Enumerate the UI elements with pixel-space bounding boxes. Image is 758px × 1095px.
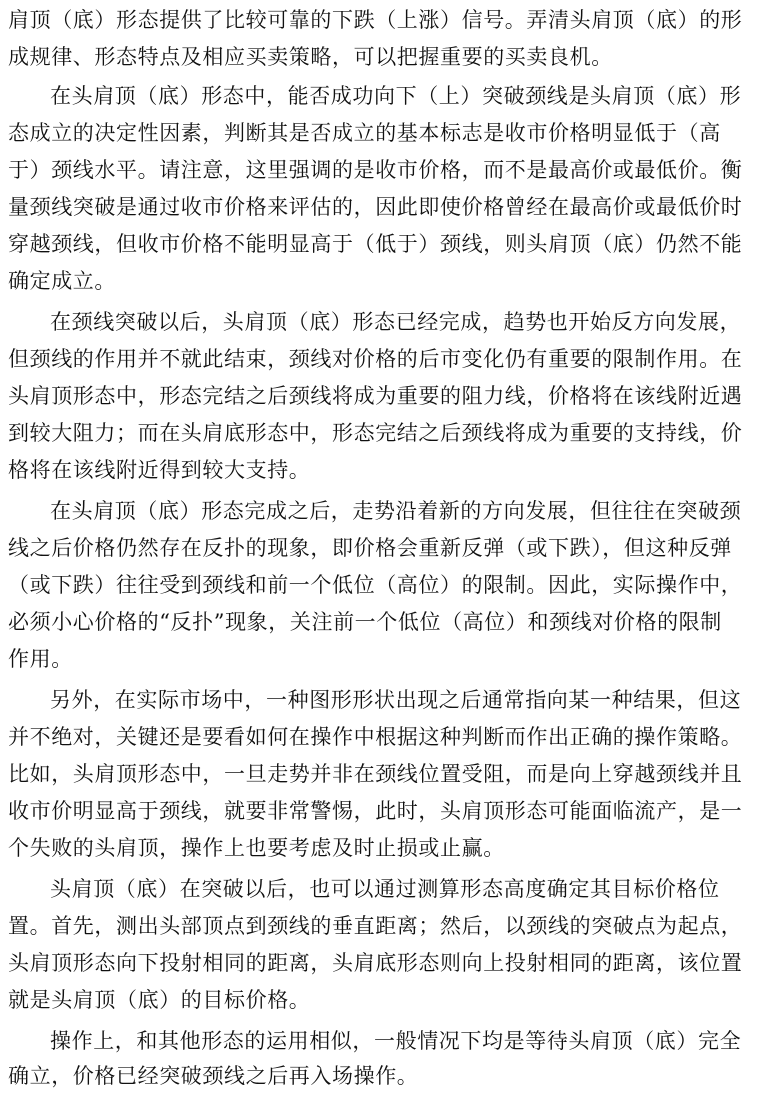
text-line: 头肩顶形态向下投射相同的距离，头肩底形态则向上投射相同的距离，该位置 [8, 951, 743, 975]
text-line: 收市价明显高于颈线，就要非常警惕，此时，头肩顶形态可能面临流产，是一 [8, 799, 743, 823]
text-line: 量颈线突破是通过收市价格来评估的，因此即使价格曾经在最高价或最低价时 [8, 195, 743, 219]
text-line: 线之后价格仍然存在反扑的现象，即价格会重新反弹（或下跌），但这种反弹 [8, 536, 732, 560]
text-line: 作用。 [8, 647, 73, 671]
text-line: 头肩顶形态中，形态完结之后颈线将成为重要的阻力线，价格将在该线附近遇 [8, 384, 743, 408]
text-line: 于）颈线水平。请注意，这里强调的是收市价格，而不是最高价或最低价。衡 [8, 158, 743, 182]
text-line: 确立，价格已经突破颈线之后再入场操作。 [8, 1064, 419, 1088]
text-line: 格将在该线附近得到较大支持。 [8, 458, 311, 482]
text-line: 并不绝对，关键还是要看如何在操作中根据这种判断而作出正确的操作策略。 [8, 725, 743, 749]
text-line: 在头肩顶（底）形态中，能否成功向下（上）突破颈线是头肩顶（底）形 [50, 84, 742, 108]
text-line: 操作上，和其他形态的运用相似，一般情况下均是等待头肩顶（底）完全 [50, 1029, 742, 1053]
text-line: 确定成立。 [8, 269, 116, 293]
text-line: 个失败的头肩顶，操作上也要考虑及时止损或止赢。 [8, 836, 505, 860]
text-line: 必须小心价格的“反扑”现象，关注前一个低位（高位）和颈线对价格的限制 [8, 610, 722, 634]
text-line: 肩顶（底）形态提供了比较可靠的下跌（上涨）信号。弄清头肩顶（底）的形 [8, 8, 743, 32]
text-line: 态成立的决定性因素，判断其是否成立的基本标志是收市价格明显低于（高 [8, 121, 721, 145]
text-line: 但颈线的作用并不就此结束，颈线对价格的后市变化仍有重要的限制作用。在 [8, 347, 743, 371]
text-line: 到较大阻力；而在头肩底形态中，形态完结之后颈线将成为重要的支持线，价 [8, 421, 743, 445]
text-line: 在头肩顶（底）形态完成之后，走势沿着新的方向发展，但往往在突破颈 [50, 499, 742, 523]
text-line: 置。首先，测出头部顶点到颈线的垂直距离；然后，以颈线的突破点为起点， [8, 914, 743, 938]
text-line: 头肩顶（底）在突破以后，也可以通过测算形态高度确定其目标价格位 [50, 877, 720, 901]
text-line: 另外，在实际市场中，一种图形形状出现之后通常指向某一种结果，但这 [50, 688, 742, 712]
text-line: 在颈线突破以后，头肩顶（底）形态已经完成，趋势也开始反方向发展， [50, 310, 742, 334]
text-line: 成规律、形态特点及相应买卖策略，可以把握重要的买卖良机。 [8, 45, 613, 69]
text-line: 比如，头肩顶形态中，一旦走势并非在颈线位置受阻，而是向上穿越颈线并且 [8, 762, 743, 786]
text-line: 就是头肩顶（底）的目标价格。 [8, 988, 311, 1012]
text-line: （或下跌）往往受到颈线和前一个低位（高位）的限制。因此，实际操作中， [8, 573, 743, 597]
text-line: 穿越颈线，但收市价格不能明显高于（低于）颈线，则头肩顶（底）仍然不能 [8, 232, 743, 256]
